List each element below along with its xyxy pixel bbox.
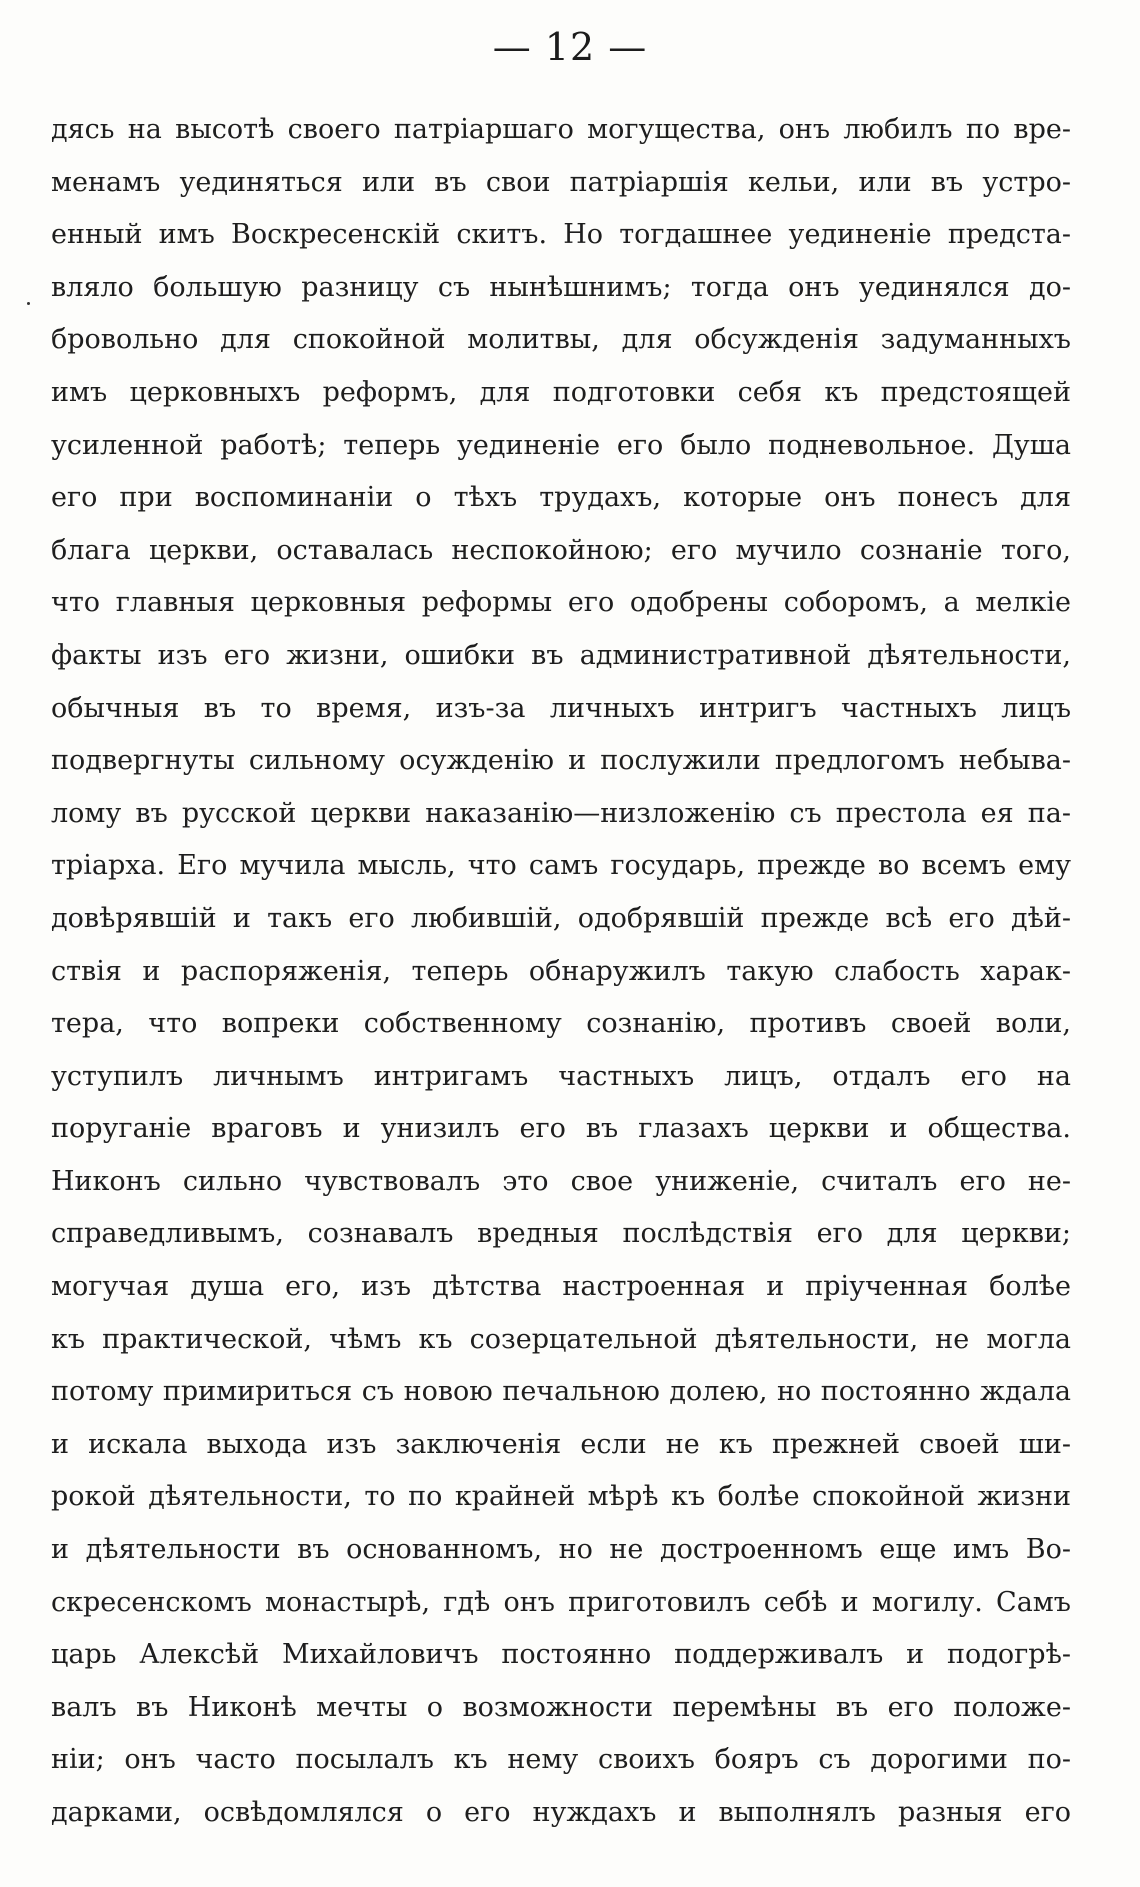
text-line: могучая душа его, изъ дѣтства настроенная и пріученная болѣе — [51, 1271, 1071, 1303]
text-line: лому въ русской церкви наказанію—низложенію съ престола ея па- — [51, 797, 1071, 829]
text-line: Никонъ сильно чувствовалъ это свое униженіе, считалъ его не- — [51, 1165, 1071, 1197]
page-number: — 12 — — [492, 25, 648, 69]
text-line: факты изъ его жизни, ошибки въ административной дѣятельности, — [51, 639, 1071, 671]
text-line: справедливымъ, сознавалъ вредныя послѣдствія его для церкви; — [51, 1218, 1071, 1250]
text-line: обычныя въ то время, изъ-за личныхъ интригъ частныхъ лицъ — [51, 692, 1071, 724]
text-line: подвергнуты сильному осужденію и послужили предлогомъ небыва- — [51, 745, 1071, 777]
text-line: и дѣятельности въ основанномъ, но не достроенномъ еще имъ Во- — [51, 1534, 1071, 1566]
text-line: его при воспоминаніи о тѣхъ трудахъ, которые онъ понесъ для — [51, 482, 1071, 514]
text-line: скресенскомъ монастырѣ, гдѣ онъ приготовилъ себѣ и могилу. Самъ — [51, 1586, 1071, 1618]
text-line: тера, что вопреки собственному сознанію, противъ своей воли, — [51, 1008, 1071, 1040]
text-line: уступилъ личнымъ интригамъ частныхъ лицъ, отдалъ его на — [51, 1060, 1071, 1092]
text-line: довѣрявшій и такъ его любившій, одобрявшій прежде всѣ его дѣй- — [51, 902, 1071, 934]
ink-speck — [27, 302, 30, 305]
text-line: енный имъ Воскресенскій скитъ. Но тогдашнее уединеніе предста- — [51, 219, 1071, 251]
text-line: усиленной работѣ; теперь уединеніе его было подневольное. Душа — [51, 429, 1071, 461]
text-line: дарками, освѣдомлялся о его нуждахъ и выполнялъ разныя его — [51, 1797, 1071, 1828]
text-line: блага церкви, оставалась неспокойною; его мучило сознаніе того, — [51, 534, 1071, 566]
body-text — [51, 104, 1071, 1840]
text-line: менамъ уединяться или въ свои патріаршія кельи, или въ устро- — [51, 166, 1071, 198]
text-line: и искала выхода изъ заключенія если не къ прежней своей ши- — [51, 1428, 1071, 1460]
text-line: ствія и распоряженія, теперь обнаружилъ такую слабость харак- — [51, 955, 1071, 987]
text-line: тріарха. Его мучила мысль, что самъ государь, прежде во всемъ ему — [51, 850, 1071, 882]
text-line: къ практической, чѣмъ къ созерцательной дѣятельности, не могла — [51, 1323, 1071, 1355]
text-line: поруганіе враговъ и унизилъ его въ глазахъ церкви и общества. — [51, 1113, 1071, 1145]
text-line: бровольно для спокойной молитвы, для обсужденія задуманныхъ — [51, 324, 1071, 356]
text-line: имъ церковныхъ реформъ, для подготовки себя къ предстоящей — [51, 376, 1071, 408]
text-line: дясь на высотѣ своего патріаршаго могущества, онъ любилъ по вре- — [51, 114, 1071, 145]
text-line: ніи; онъ часто посылалъ къ нему своихъ бояръ съ дорогими по- — [51, 1744, 1071, 1776]
text-line: валъ въ Никонѣ мечты о возможности перемѣны въ его положе- — [51, 1691, 1071, 1723]
text-line: вляло большую разницу съ нынѣшнимъ; тогда онъ уединялся до- — [51, 271, 1071, 303]
text-line: что главныя церковныя реформы его одобрены соборомъ, а мелкіе — [51, 587, 1071, 619]
text-line: потому примириться съ новою печальною долею, но постоянно ждала — [51, 1376, 1071, 1408]
text-line: рокой дѣятельности, то по крайней мѣрѣ къ болѣе спокойной жизни — [51, 1481, 1071, 1513]
text-line: царь Алексѣй Михайловичъ постоянно поддерживалъ и подогрѣ- — [51, 1639, 1071, 1671]
